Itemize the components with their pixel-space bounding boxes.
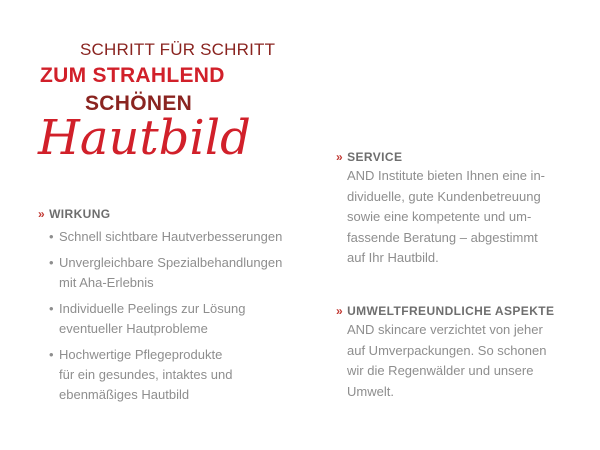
service-text: AND Institute bieten Ihnen eine in- dividuelle, gute Kundenbetreuung sowie eine kompetente und um- fassende Beratung – abgestimmt auf Ihr Hautbild.: [347, 168, 546, 265]
chevron-right-icon: »: [336, 150, 344, 164]
bullet-icon: •: [49, 301, 54, 316]
umwelt-text: AND skincare verzichtet von jeher auf Umverpackungen. So schonen wir die Regenwälder und unsere Umwelt.: [347, 322, 547, 399]
list-item: [49, 227, 328, 247]
headline-line-2: ZUM STRAHLEND: [40, 64, 225, 87]
headline-hautbild: Hautbild: [38, 110, 251, 166]
bullet-icon: •: [49, 255, 54, 270]
list-item-text: Unvergleichbare Spezialbehandlungen mit Aha-Erlebnis: [59, 255, 283, 290]
chevron-right-icon: »: [38, 207, 46, 221]
wirkung-title-text: WIRKUNG: [49, 207, 111, 221]
list-item: [49, 253, 328, 293]
wirkung-list: [38, 227, 328, 405]
bullet-icon: •: [49, 229, 54, 244]
umwelt-title: [336, 304, 586, 318]
headline-line-1: SCHRITT FÜR SCHRITT: [80, 40, 276, 59]
list-item-text: Schnell sichtbare Hautverbesserungen: [59, 229, 283, 244]
umwelt-section: [336, 304, 586, 402]
headline-line-3: SCHÖNEN: [85, 92, 193, 115]
service-title: [336, 150, 586, 164]
list-item: [49, 345, 328, 405]
bullet-icon: •: [49, 347, 54, 362]
service-title-text: SERVICE: [347, 150, 403, 164]
umwelt-title-text: UMWELTFREUNDLICHE ASPEKTE: [347, 304, 555, 318]
list-item-text: Hochwertige Pflegeprodukte für ein gesundes, intaktes und ebenmäßiges Hautbild: [59, 347, 233, 402]
wirkung-section: [38, 207, 328, 411]
wirkung-title: [38, 207, 328, 221]
list-item: [49, 299, 328, 339]
list-item-text: Individuelle Peelings zur Lösung eventueller Hautprobleme: [59, 301, 246, 336]
chevron-right-icon: »: [336, 304, 344, 318]
service-section: [336, 150, 586, 269]
